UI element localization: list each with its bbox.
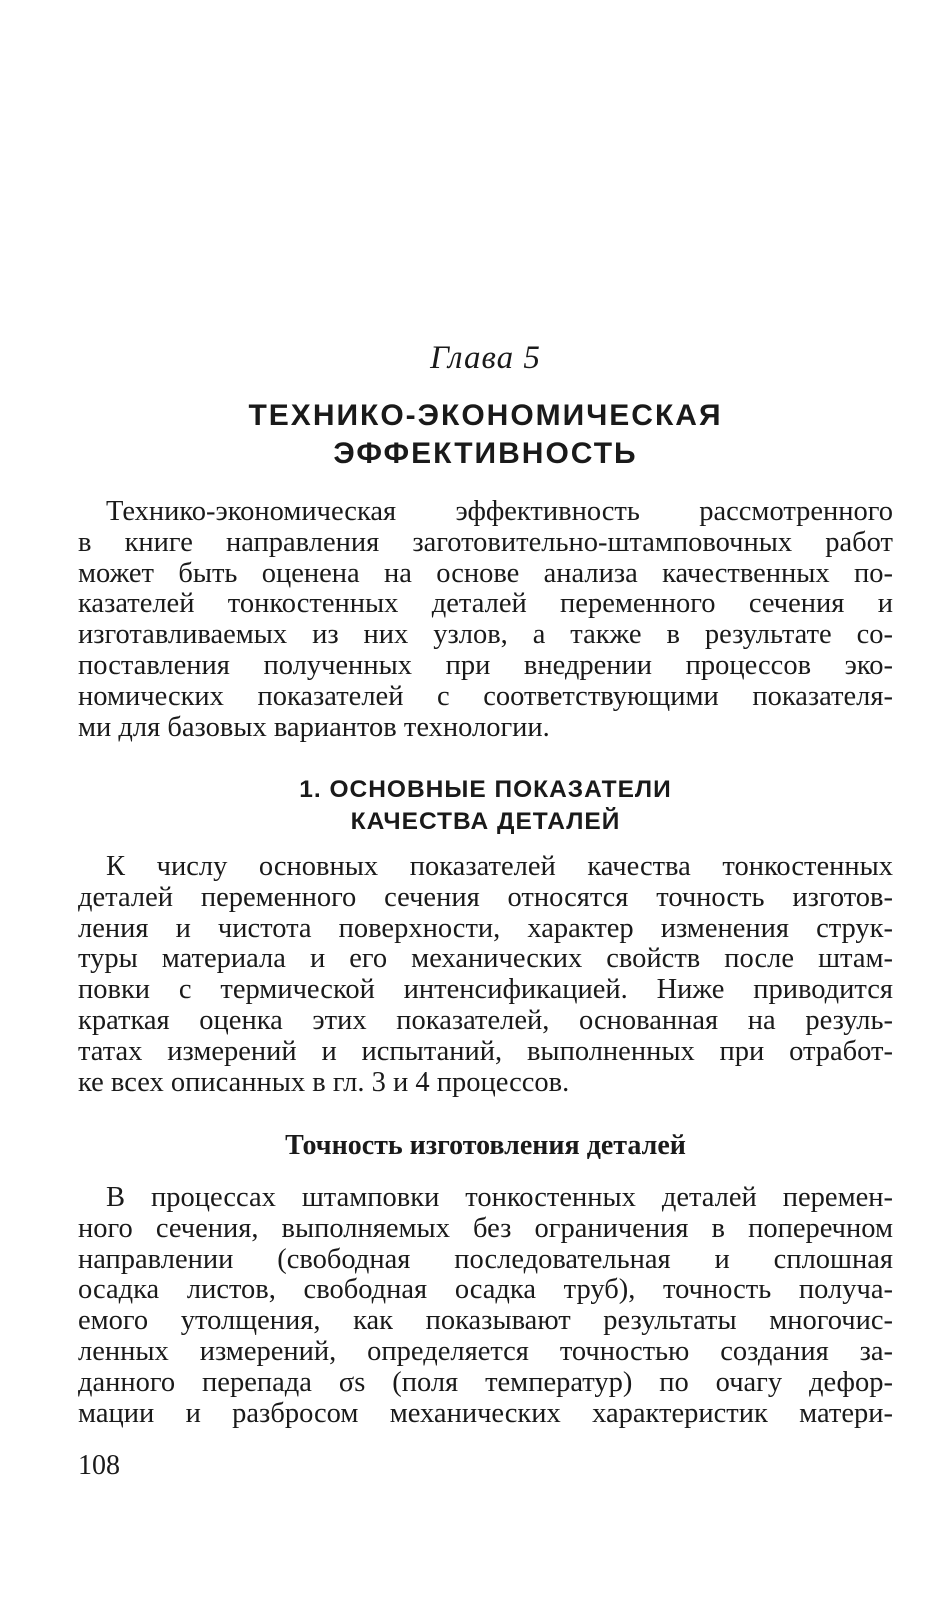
- text-line: туры материала и его механических свойств после штам-: [78, 943, 893, 975]
- text-line: Технико-экономическая эффективность рассмотренного: [106, 496, 893, 527]
- text-line: ми для базовых вариантов технологии.: [78, 711, 550, 743]
- text-line: данного перепада σs (поля температур) по очагу дефор-: [78, 1366, 893, 1398]
- text-line: изготавливаемых из них узлов, а также в результате со-: [78, 619, 893, 651]
- text-line: направлении (свободная последовательная и сплошная: [78, 1243, 893, 1275]
- text-line: татах измерений и испытаний, выполненных при отработ-: [78, 1035, 893, 1067]
- text-line: В процессах штамповки тонкостенных деталей перемен-: [106, 1182, 893, 1213]
- text-line: может быть оценена на основе анализа качественных по-: [78, 557, 893, 589]
- chapter-title-line: ТЕХНИКО-ЭКОНОМИЧЕСКАЯ: [248, 399, 723, 432]
- section-heading-line: 1. ОСНОВНЫЕ ПОКАЗАТЕЛИ: [299, 776, 672, 803]
- text-line: повки с термической интенсификацией. Ниже приводится: [78, 974, 893, 1006]
- text-line: поставления полученных при внедрении процессов эко-: [78, 649, 893, 681]
- chapter-title-line: ЭФФЕКТИВНОСТЬ: [333, 437, 638, 470]
- text-line: ного сечения, выполняемых без ограничения в поперечном: [78, 1212, 893, 1244]
- text-line: деталей переменного сечения относятся точность изготов-: [78, 881, 893, 913]
- text-line: ления и чистота поверхности, характер изменения струк-: [78, 912, 893, 944]
- text-line: К числу основных показателей качества тонкостенных: [106, 851, 893, 882]
- subsection-heading: Точность изготовления деталей: [285, 1130, 686, 1161]
- text-line: в книге направления заготовительно-штамповочных работ: [78, 526, 893, 558]
- page-number: 108: [78, 1450, 120, 1481]
- intro-paragraph: [78, 497, 893, 743]
- text-line: емого утолщения, как показывают результаты многочис-: [78, 1305, 893, 1337]
- chapter-label: Глава 5: [430, 340, 541, 376]
- text-line: ке всех описанных в гл. 3 и 4 процессов.: [78, 1066, 570, 1098]
- text-line: ленных измерений, определяется точностью создания за-: [78, 1335, 893, 1367]
- chapter-title: [78, 397, 893, 473]
- text-line: казателей тонкостенных деталей переменного сечения и: [78, 588, 893, 620]
- section-heading: [78, 774, 893, 838]
- text-line: осадка листов, свободная осадка труб), точность получа-: [78, 1274, 893, 1306]
- book-page: [78, 0, 893, 1600]
- text-line: краткая оценка этих показателей, основанная на резуль-: [78, 1004, 893, 1036]
- text-line: номических показателей с соответствующими показателя-: [78, 680, 893, 712]
- text-line: мации и разбросом механических характеристик матери-: [78, 1397, 893, 1429]
- subsection-paragraph: [78, 1183, 893, 1429]
- section-heading-line: КАЧЕСТВА ДЕТАЛЕЙ: [350, 808, 621, 835]
- section-paragraph: [78, 852, 893, 1098]
